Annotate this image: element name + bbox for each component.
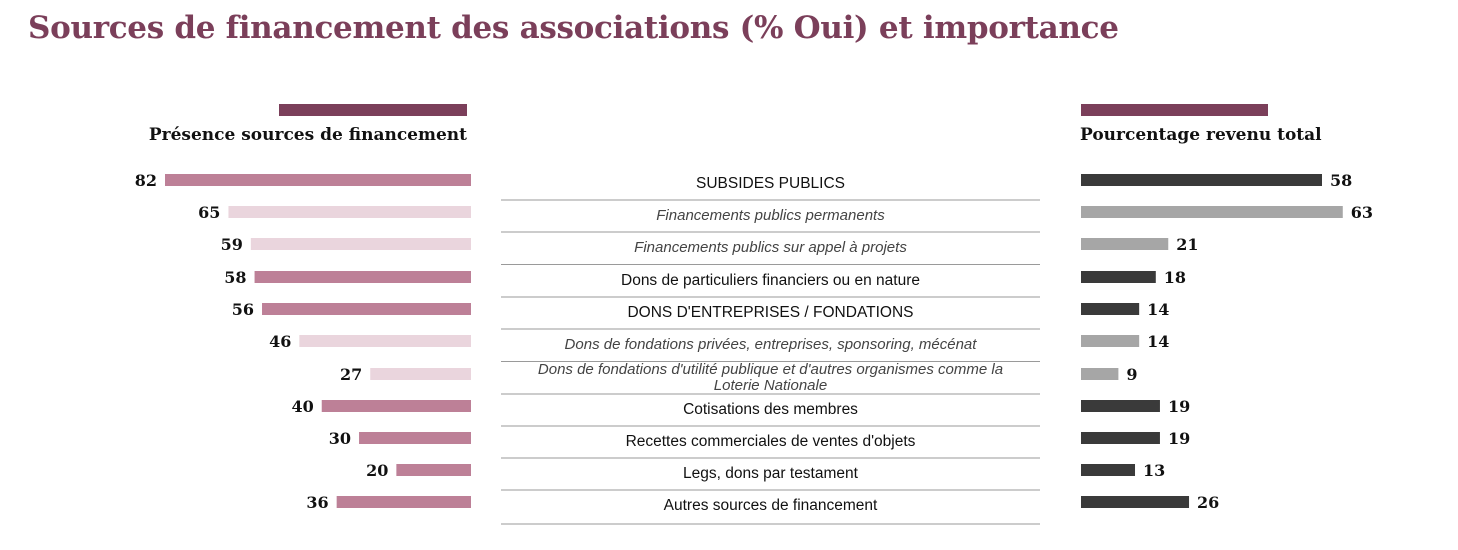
right-value-label: 9 [1126, 365, 1138, 384]
right-value-label: 63 [1350, 203, 1374, 222]
left-value-label: 36 [306, 493, 329, 512]
left-bar [299, 335, 471, 347]
left-value-label: 56 [231, 300, 255, 319]
right-value-label: 13 [1143, 461, 1166, 480]
right-value-label: 58 [1330, 171, 1353, 190]
category-label: Dons de particuliers financiers ou en nature [621, 272, 920, 289]
right-bar [1081, 368, 1118, 380]
left-value-label: 30 [328, 429, 352, 448]
category-label: Cotisations des membres [683, 401, 858, 418]
left-value-label: 65 [198, 203, 221, 222]
left-bar [251, 238, 471, 250]
right-value-label: 19 [1167, 397, 1191, 416]
right-bar [1081, 174, 1322, 186]
right-bar [1081, 335, 1139, 347]
left-bar [165, 174, 471, 186]
left-bar [228, 206, 471, 218]
right-panel-label: Pourcentage revenu total [1080, 125, 1322, 145]
right-bar [1081, 206, 1343, 218]
right-bar [1081, 432, 1160, 444]
left-value-label: 20 [366, 461, 389, 480]
right-bar [1081, 464, 1135, 476]
left-bar [337, 496, 471, 508]
left-value-label: 58 [224, 268, 247, 287]
left-value-label: 82 [134, 171, 157, 190]
category-label: Loterie Nationale [713, 377, 828, 394]
category-label: Financements publics permanents [656, 207, 885, 224]
left-bar [396, 464, 471, 476]
category-label: Financements publics sur appel à projets [634, 239, 907, 256]
left-bar [359, 432, 471, 444]
right-value-label: 26 [1197, 493, 1220, 512]
right-bar [1081, 271, 1156, 283]
right-bar [1081, 400, 1160, 412]
right-value-label: 19 [1167, 429, 1191, 448]
right-bar [1081, 238, 1168, 250]
left-panel-label: Présence sources de financement [148, 125, 467, 145]
left-bar [255, 271, 471, 283]
right-bar [1081, 303, 1139, 315]
right-value-label: 14 [1147, 300, 1170, 319]
left-value-label: 27 [339, 365, 363, 384]
left-bar [322, 400, 471, 412]
right-value-label: 21 [1176, 235, 1199, 254]
right-value-label: 14 [1147, 332, 1170, 351]
category-label: SUBSIDES PUBLICS [695, 175, 846, 192]
category-label: Autres sources de financement [663, 497, 878, 514]
right-value-label: 18 [1163, 268, 1187, 287]
category-label: Legs, dons par testament [683, 465, 858, 482]
left-value-label: 59 [220, 235, 243, 254]
left-value-label: 46 [269, 332, 292, 351]
left-bar [370, 368, 471, 380]
category-label: Dons de fondations privées, entreprises, sponsoring, mécénat [564, 336, 977, 353]
left-bar [262, 303, 471, 315]
right-bar [1081, 496, 1189, 508]
left-value-label: 40 [291, 397, 314, 416]
category-label: Dons de fondations d'utilité publique et d'autres organismes comme la [537, 361, 1004, 378]
category-label: Recettes commerciales de ventes d'objets [625, 433, 916, 450]
category-label: DONS D'ENTREPRISES / FONDATIONS [627, 304, 914, 321]
chart-title: Sources de financement des associations (% Oui) et importance [28, 10, 1119, 46]
